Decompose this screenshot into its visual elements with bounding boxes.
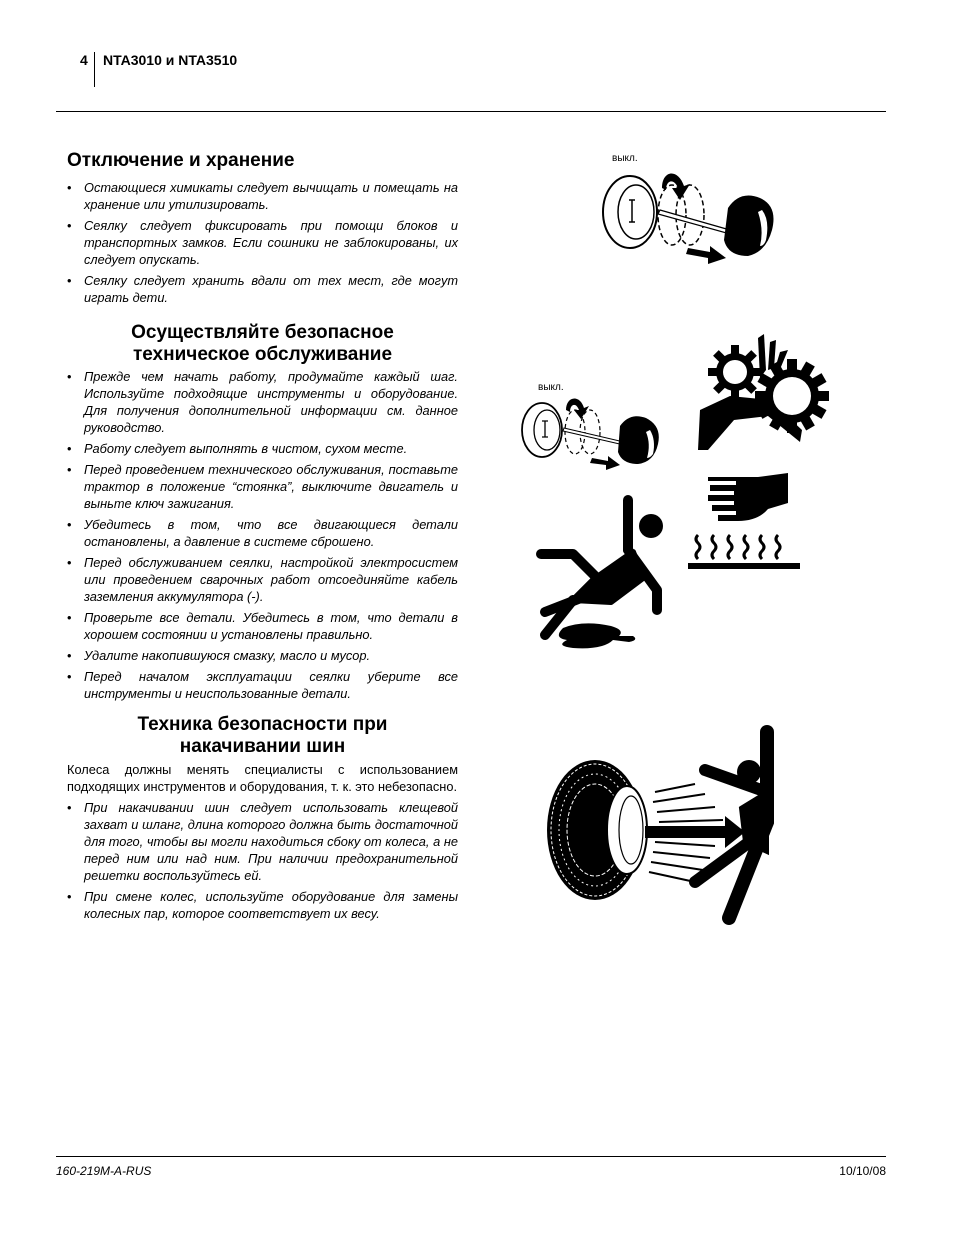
ignition-key-off-icon	[600, 160, 780, 270]
section-tire-safety	[67, 714, 458, 926]
list-item: • Проверьте все детали. Убедитесь в том, что детали в хорошем состоянии и установлены правильно.	[67, 609, 458, 643]
header-rule	[56, 111, 886, 112]
document-date: 10/10/08	[839, 1164, 886, 1178]
document-id: 160-219M-A-RUS	[56, 1164, 152, 1178]
section-title-line: техническое обслуживание	[132, 344, 393, 365]
list-item: • Удалите накопившуюся смазку, масло и мусор.	[67, 647, 458, 664]
section-shutdown-storage	[67, 150, 458, 310]
list-item: • Убедитесь в том, что все двигающиеся детали остановлены, а давление в системе сброшено.	[67, 516, 458, 550]
header-divider	[94, 52, 95, 87]
list-item: • При накачивании шин следует использовать клещевой захват и шланг, длина которого должна быть достаточной для того, чтобы вы могли находиться сбоку от колеса, а не перед ним или над ним. При наличии предохранительной решетки воспользуйтесь ей.	[67, 799, 458, 884]
list-item: • Сеялку следует фиксировать при помощи блоков и транспортных замков. Если сошники не заблокированы, их следует опускать.	[67, 217, 458, 268]
ignition-key-off-small-icon	[520, 388, 665, 473]
section-title-line: накачивании шин	[179, 736, 346, 757]
document-title: NTA3010 и NTA3510	[103, 52, 238, 68]
key-off-label: выкл.	[538, 382, 564, 393]
section-title: Отключение и хранение	[67, 150, 295, 171]
gear-entanglement-hazard-icon	[690, 330, 830, 455]
section-title	[67, 714, 458, 758]
intro-paragraph: Колеса должны менять специалисты с использованием подходящих инструментов и оборудования, т. к. это небезопасно.	[67, 762, 458, 794]
list-item: • Сеялку следует хранить вдали от тех мест, где могут играть дети.	[67, 272, 458, 306]
bullet-list	[67, 179, 458, 306]
list-item: • Перед обслуживанием сеялки, настройкой электросистем или проведением сварочных работ отсоединяйте кабель заземления аккумулятора (-).	[67, 554, 458, 605]
section-title-line: Техника безопасности при	[137, 714, 388, 735]
section-safe-maintenance	[67, 322, 458, 706]
section-title-line: Осуществляйте безопасное	[131, 322, 394, 343]
key-off-label: выкл.	[612, 153, 638, 164]
slip-fall-hazard-icon	[533, 490, 663, 655]
hot-surface-hazard-icon	[688, 473, 803, 573]
list-item: • Перед началом эксплуатации сеялки уберите все инструменты и неиспользованные детали.	[67, 668, 458, 702]
list-item: • Перед проведением технического обслуживания, поставьте трактор в положение “стоянка”, выключите двигатель и выньте ключ зажигания.	[67, 461, 458, 512]
tire-explosion-hazard-icon	[545, 722, 785, 927]
list-item: • Работу следует выполнять в чистом, сухом месте.	[67, 440, 458, 457]
section-title	[67, 322, 458, 366]
list-item: • Остающиеся химикаты следует вычищать и помещать на хранение или утилизировать.	[67, 179, 458, 213]
footer-rule	[56, 1156, 886, 1157]
page-number: 4	[80, 52, 88, 68]
bullet-list	[67, 799, 458, 922]
bullet-list	[67, 368, 458, 702]
list-item: • Прежде чем начать работу, продумайте каждый шаг. Используйте подходящие инструменты и оборудование. Для получения дополнительной информации см. данное руководство.	[67, 368, 458, 436]
list-item: • При смене колес, используйте оборудование для замены колесных пар, которое соответствует их весу.	[67, 888, 458, 922]
